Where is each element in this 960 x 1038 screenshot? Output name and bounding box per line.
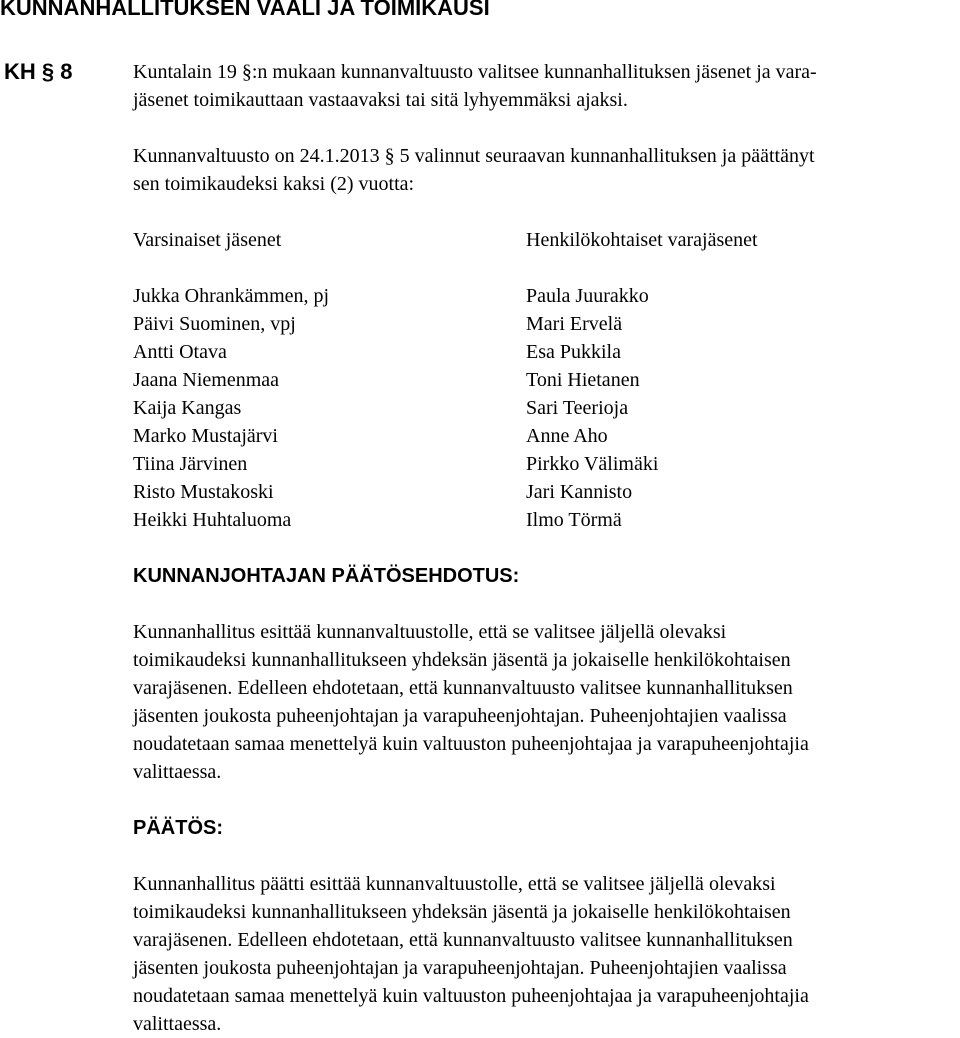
decision-line: toimikaudeksi kunnanhallitukseen yhdeksän jäsentä ja jokaiselle henkilökohtaisen: [133, 901, 791, 923]
list-item: Tiina Järvinen: [133, 453, 248, 475]
list-item: Antti Otava: [133, 341, 227, 363]
spacer: [133, 198, 955, 226]
list-item: Mari Ervelä: [526, 313, 623, 335]
list-item: Jukka Ohrankämmen, pj: [133, 285, 330, 307]
decision-heading: PÄÄTÖS:: [133, 817, 223, 839]
proposal-heading: KUNNANJOHTAJAN PÄÄTÖSEHDOTUS:: [133, 565, 520, 587]
page-heading: KUNNANHALLITUKSEN VAALI JA TOIMIKAUSI: [0, 0, 490, 20]
list-item: Ilmo Törmä: [526, 509, 622, 531]
regular-members-column: [133, 226, 526, 534]
regular-members-heading: Varsinaiset jäsenet: [133, 229, 282, 251]
document-body: [133, 58, 955, 1038]
decision-line: noudatetaan samaa menettelyä kuin valtuuston puheenjohtajaa ja varapuheenjohtajia: [133, 985, 809, 1007]
list-item: Päivi Suominen, vpj: [133, 313, 296, 335]
list-item: Jari Kannisto: [526, 481, 633, 503]
decision-line: valittaessa.: [133, 1013, 222, 1035]
council-line: sen toimikaudeksi kaksi (2) vuotta:: [133, 173, 415, 195]
list-item: Toni Hietanen: [526, 369, 640, 391]
list-item: Paula Juurakko: [526, 285, 649, 307]
decision-line: Kunnanhallitus päätti esittää kunnanvaltuustolle, että se valitsee jäljellä olevaksi: [133, 873, 776, 895]
list-item: Risto Mustakoski: [133, 481, 274, 503]
decision-line: jäsenten joukosta puheenjohtajan ja varapuheenjohtajan. Puheenjohtajien vaalissa: [133, 957, 787, 979]
section-code: KH § 8: [4, 59, 73, 84]
list-item: Marko Mustajärvi: [133, 425, 278, 447]
deputy-members-column: [526, 226, 946, 534]
list-item: Kaija Kangas: [133, 397, 242, 419]
proposal-paragraph: [133, 618, 955, 786]
spacer: [133, 254, 526, 282]
list-item: Sari Teerioja: [526, 397, 629, 419]
list-item: Anne Aho: [526, 425, 608, 447]
intro-line: Kuntalain 19 §:n mukaan kunnanvaltuusto valitsee kunnanhallituksen jäsenet ja vara-: [133, 61, 817, 83]
spacer: [133, 534, 955, 562]
decision-paragraph: [133, 870, 955, 1038]
spacer: [133, 786, 955, 814]
intro-line: jäsenet toimikauttaan vastaavaksi tai sitä lyhyemmäksi ajaksi.: [133, 89, 628, 111]
proposal-line: jäsenten joukosta puheenjohtajan ja varapuheenjohtajan. Puheenjohtajien vaalissa: [133, 705, 787, 727]
spacer: [133, 590, 955, 618]
list-item: Pirkko Välimäki: [526, 453, 659, 475]
list-item: Heikki Huhtaluoma: [133, 509, 292, 531]
proposal-line: noudatetaan samaa menettelyä kuin valtuuston puheenjohtajaa ja varapuheenjohtajia: [133, 733, 809, 755]
spacer: [133, 842, 955, 870]
council-paragraph: [133, 142, 955, 198]
council-line: Kunnanvaltuusto on 24.1.2013 § 5 valinnut seuraavan kunnanhallituksen ja päättänyt: [133, 145, 815, 167]
proposal-line: varajäsenen. Edelleen ehdotetaan, että kunnanvaltuusto valitsee kunnanhallituksen: [133, 677, 793, 699]
list-item: Esa Pukkila: [526, 341, 621, 363]
proposal-line: valittaessa.: [133, 761, 222, 783]
proposal-line: toimikaudeksi kunnanhallitukseen yhdeksän jäsentä ja jokaiselle henkilökohtaisen: [133, 649, 791, 671]
deputy-members-list: [526, 282, 946, 534]
proposal-line: Kunnanhallitus esittää kunnanvaltuustolle, että se valitsee jäljellä olevaksi: [133, 621, 727, 643]
list-item: Jaana Niemenmaa: [133, 369, 280, 391]
regular-members-list: [133, 282, 526, 534]
intro-paragraph: [133, 58, 955, 114]
member-table: [133, 226, 955, 534]
decision-line: varajäsenen. Edelleen ehdotetaan, että kunnanvaltuusto valitsee kunnanhallituksen: [133, 929, 793, 951]
deputy-members-heading: Henkilökohtaiset varajäsenet: [526, 229, 758, 251]
spacer: [133, 114, 955, 142]
spacer: [526, 254, 946, 282]
